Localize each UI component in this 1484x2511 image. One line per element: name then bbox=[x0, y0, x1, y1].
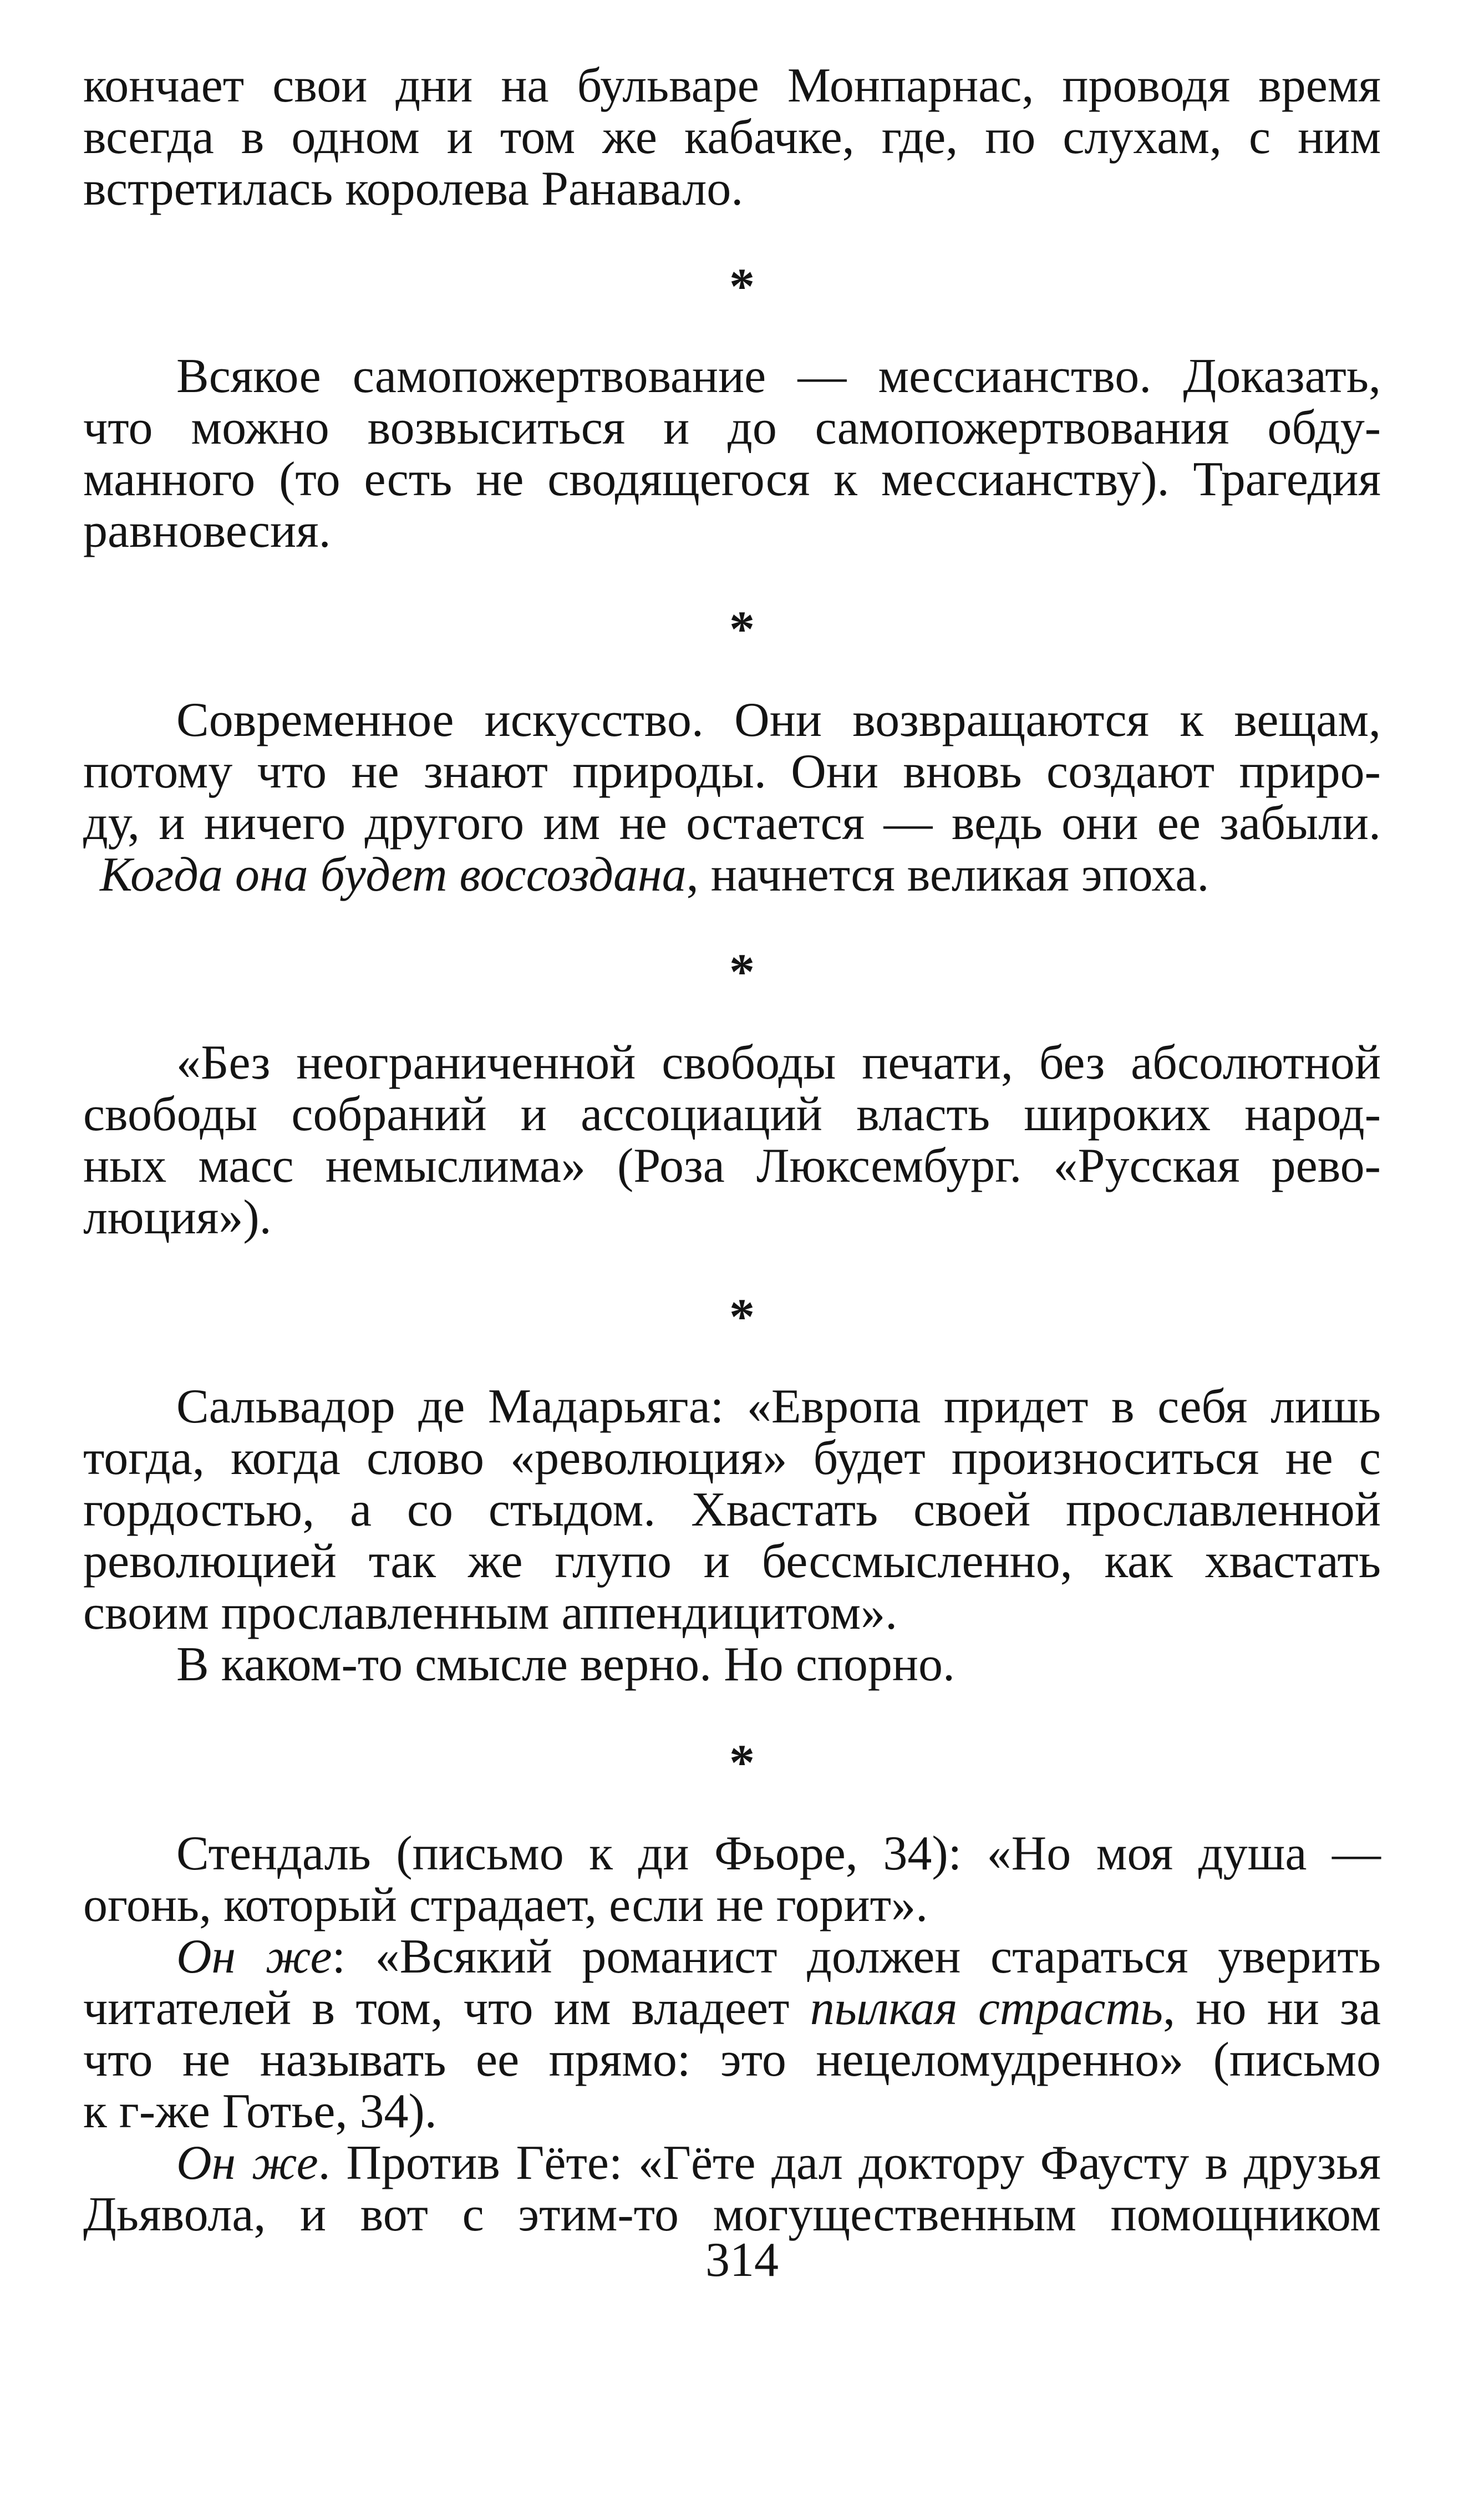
text-line: манного (то есть не сводящегося к мессианству). Трагедия bbox=[83, 453, 1381, 506]
text-line bbox=[83, 1931, 1381, 1983]
text-line bbox=[83, 1983, 1381, 2034]
section-separator: * bbox=[729, 943, 755, 1000]
text-fragment: : «Всякий романист должен стараться уверить bbox=[332, 1930, 1381, 1984]
page-number: 314 bbox=[705, 2233, 779, 2287]
text-line: ду, и ничего другого им не остается — ведь они ее забыли. bbox=[83, 796, 1381, 850]
italic-phrase: Он же bbox=[176, 1930, 332, 1984]
text-line: что можно возвыситься и до самопожертвования обду- bbox=[83, 401, 1381, 455]
italic-phrase: Когда она будет воссоздана bbox=[100, 848, 687, 902]
section-separator: * bbox=[729, 1734, 755, 1791]
text-line: кончает свои дни на бульваре Монпарнас, проводя время bbox=[83, 59, 1381, 113]
text-line: люция»). bbox=[83, 1191, 272, 1244]
italic-phrase: Он же bbox=[176, 2136, 318, 2190]
text-fragment: , но ни за bbox=[1163, 1981, 1381, 2035]
text-line: Современное искусство. Они возвращаются к вещам, bbox=[176, 693, 1381, 747]
text-fragment: . Против Гёте: «Гёте дал доктору Фаусту в друзья bbox=[318, 2136, 1381, 2190]
text-line: «Без неограниченной свободы печати, без абсолютной bbox=[176, 1036, 1381, 1090]
paragraph-madariaga-quote bbox=[83, 1381, 1381, 1690]
section-separator: * bbox=[729, 1288, 755, 1345]
paragraph-stendhal bbox=[83, 1828, 1381, 2240]
paragraph-luxemburg-quote bbox=[83, 1037, 1381, 1243]
text-line: потому что не знают природы. Они вновь создают приро- bbox=[83, 745, 1381, 799]
text-line: гордостью, а со стыдом. Хвастать своей прославленной bbox=[83, 1483, 1381, 1537]
text-line: Сальвадор де Мадарьяга: «Европа придет в себя лишь bbox=[176, 1380, 1381, 1434]
text-line: своим прославленным аппендицитом». bbox=[83, 1586, 898, 1640]
text-line: революцией так же глупо и бессмысленно, как хвастать bbox=[83, 1534, 1381, 1588]
text-line: к г-же Готье, 34). bbox=[83, 2085, 437, 2138]
text-line: что не называть ее прямо: это нецеломудренно» (письмо bbox=[83, 2033, 1381, 2087]
text-line: В каком-то смысле верно. Но спорно. bbox=[176, 1638, 955, 1691]
text-line: тогда, когда слово «революция» будет произноситься не с bbox=[83, 1431, 1381, 1485]
text-fragment: , начнется великая эпоха. bbox=[686, 848, 1209, 902]
paragraph-self-sacrifice bbox=[83, 350, 1381, 557]
text-line bbox=[83, 849, 1381, 901]
paragraph-modern-art bbox=[83, 694, 1381, 901]
text-line: Дьявола, и вот с этим-то могущественным помощником bbox=[83, 2188, 1381, 2241]
paragraph-montparnasse bbox=[83, 60, 1381, 215]
section-separator: * bbox=[729, 258, 755, 314]
text-line: равновесия. bbox=[83, 504, 331, 558]
text-line: огонь, который страдает, если не горит». bbox=[83, 1878, 928, 1932]
italic-phrase: пылкая страсть bbox=[810, 1981, 1163, 2035]
text-line: всегда в одном и том же кабачке, где, по слухам, с ним bbox=[83, 110, 1381, 164]
text-line: свободы собраний и ассоциаций власть широких народ- bbox=[83, 1087, 1381, 1141]
text-line bbox=[83, 2137, 1381, 2189]
text-line: ных масс немыслима» (Роза Люксембург. «Русская рево- bbox=[83, 1139, 1381, 1193]
section-separator: * bbox=[729, 601, 755, 657]
text-line: встретилась королева Ранавало. bbox=[83, 162, 744, 216]
text-line: Всякое самопожертвование — мессианство. Доказать, bbox=[176, 349, 1381, 403]
text-fragment: читателей в том, что им владеет bbox=[83, 1981, 810, 2035]
text-line: Стендаль (письмо к ди Фьоре, 34): «Но моя душа — bbox=[176, 1827, 1381, 1880]
